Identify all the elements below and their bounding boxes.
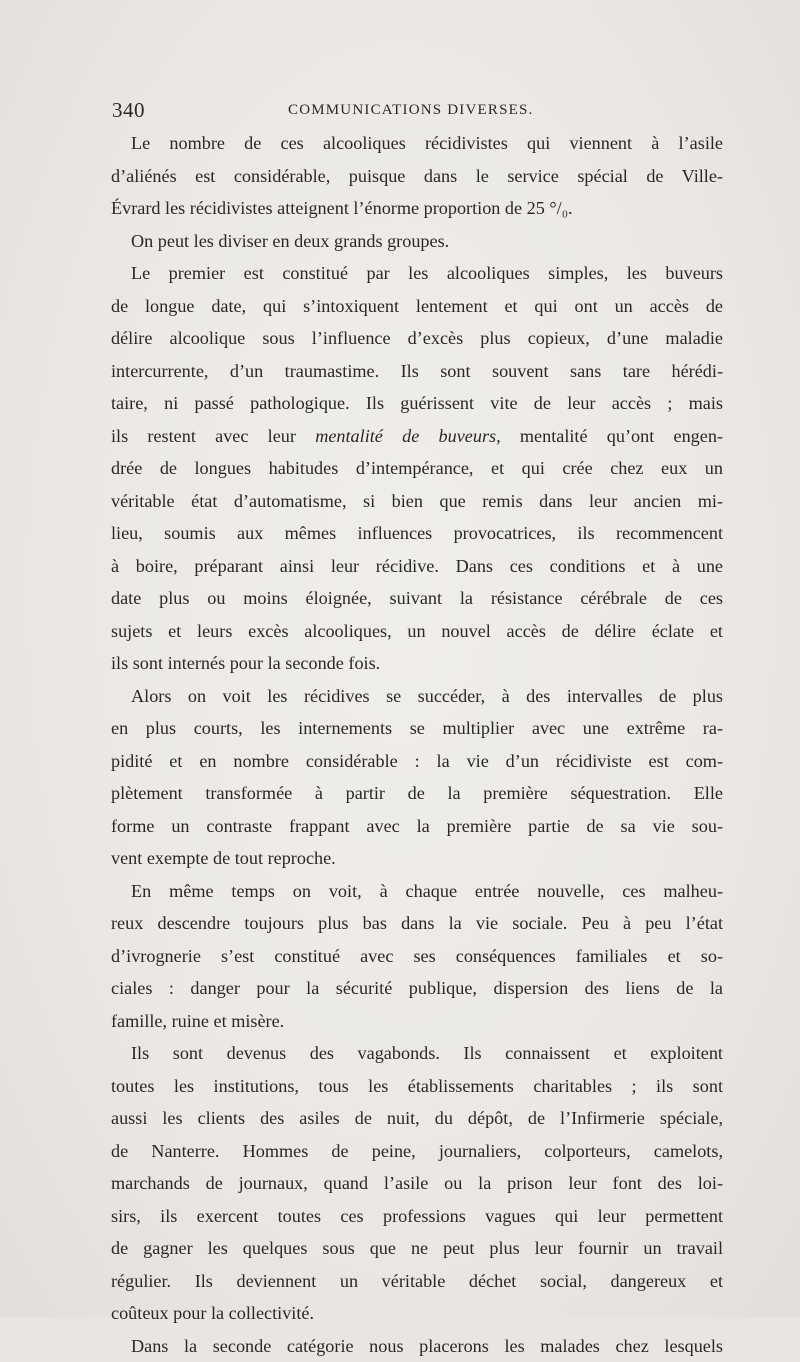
text-line: intercurrente, d’un traumastime. Ils sont souvent sans tare hérédi- (111, 355, 723, 388)
text-line: délire alcoolique sous l’influence d’excès plus copieux, d’une maladie (111, 322, 723, 355)
text-line: coûteux pour la collectivité. (111, 1297, 723, 1330)
text-line: en plus courts, les internements se multiplier avec une extrême ra- (111, 712, 723, 745)
text-line: toutes les institutions, tous les établissements charitables ; ils sont (111, 1070, 723, 1103)
text-line: à boire, préparant ainsi leur récidive. Dans ces conditions et à une (111, 550, 723, 583)
text-line: Le premier est constitué par les alcooliques simples, les buveurs (111, 257, 723, 290)
page-header (112, 98, 712, 128)
text-line: lieu, soumis aux mêmes influences provocatrices, ils recommencent (111, 517, 723, 550)
text-line: marchands de journaux, quand l’asile ou la prison leur font des loi- (111, 1167, 723, 1200)
text-line: Évrard les récidivistes atteignent l’énorme proportion de 25 °/₀. (111, 192, 723, 225)
text-line: date plus ou moins éloignée, suivant la résistance cérébrale de ces (111, 582, 723, 615)
text-line: reux descendre toujours plus bas dans la vie sociale. Peu à peu l’état (111, 907, 723, 940)
text-line: ils sont internés pour la seconde fois. (111, 647, 723, 680)
running-title: COMMUNICATIONS DIVERSES. (288, 102, 534, 119)
text-line: Ils sont devenus des vagabonds. Ils connaissent et exploitent (111, 1037, 723, 1070)
text-line: ciales : danger pour la sécurité publique, dispersion des liens de la (111, 972, 723, 1005)
text-line: forme un contraste frappant avec la première partie de sa vie sou- (111, 810, 723, 843)
text-line: de gagner les quelques sous que ne peut plus leur fournir un travail (111, 1232, 723, 1265)
text-line: véritable état d’automatisme, si bien que remis dans leur ancien mi- (111, 485, 723, 518)
text-line (111, 420, 723, 453)
text-line: sirs, ils exercent toutes ces professions vagues qui leur permettent (111, 1200, 723, 1233)
text-line: aussi les clients des asiles de nuit, du dépôt, de l’Infirmerie spéciale, (111, 1102, 723, 1135)
text-line: plètement transformée à partir de la première séquestration. Elle (111, 777, 723, 810)
text-line: d’ivrognerie s’est constitué avec ses conséquences familiales et so- (111, 940, 723, 973)
text-line: vent exempte de tout reproche. (111, 842, 723, 875)
text-line: famille, ruine et misère. (111, 1005, 723, 1038)
text-line: régulier. Ils deviennent un véritable déchet social, dangereux et (111, 1265, 723, 1298)
text-line: taire, ni passé pathologique. Ils guérissent vite de leur accès ; mais (111, 387, 723, 420)
text-line: En même temps on voit, à chaque entrée nouvelle, ces malheu- (111, 875, 723, 908)
body-text (111, 127, 723, 1362)
text-segment: mentalité qu’ont engen- (501, 426, 723, 446)
italic-phrase: mentalité de buveurs, (315, 426, 500, 446)
text-line: sujets et leurs excès alcooliques, un nouvel accès de délire éclate et (111, 615, 723, 648)
text-line: Alors on voit les récidives se succéder, à des intervalles de plus (111, 680, 723, 713)
text-line: de longue date, qui s’intoxiquent lentement et qui ont un accès de (111, 290, 723, 323)
text-line: pidité et en nombre considérable : la vie d’un récidiviste est com- (111, 745, 723, 778)
text-line: Le nombre de ces alcooliques récidivistes qui viennent à l’asile (111, 127, 723, 160)
text-line: On peut les diviser en deux grands groupes. (111, 225, 723, 258)
page-number: 340 (112, 98, 145, 123)
text-line: d’aliénés est considérable, puisque dans le service spécial de Ville- (111, 160, 723, 193)
text-line: de Nanterre. Hommes de peine, journaliers, colporteurs, camelots, (111, 1135, 723, 1168)
text-line: Dans la seconde catégorie nous placerons les malades chez lesquels (111, 1330, 723, 1362)
text-line: drée de longues habitudes d’intempérance, et qui crée chez eux un (111, 452, 723, 485)
text-segment: ils restent avec leur (111, 426, 315, 446)
